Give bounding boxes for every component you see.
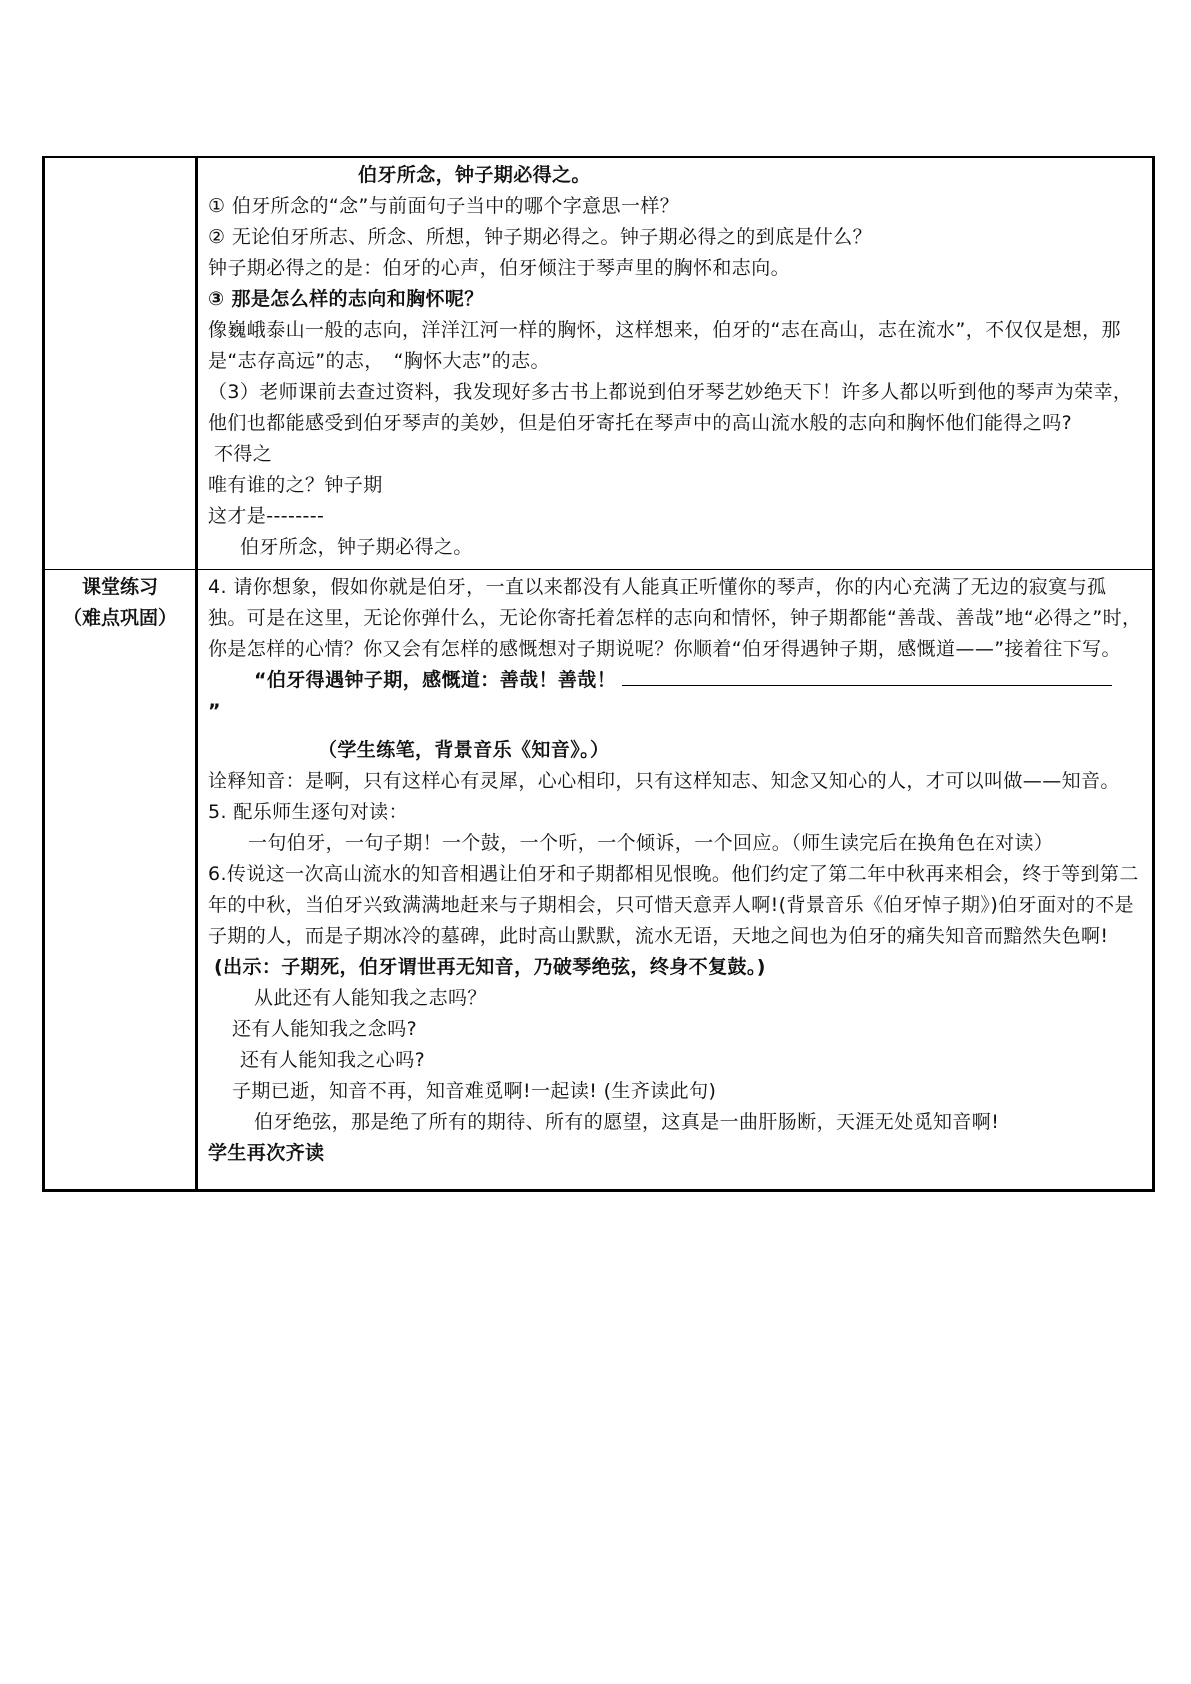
- section-content-cell: [197, 157, 1154, 570]
- writing-prompt-text: “伯牙得遇钟子期，感慨道：善哉！善哉！: [254, 669, 617, 691]
- read-together: 子期已逝，知音不再，知音难觅啊!一起读! (生齐读此句): [232, 1080, 717, 1102]
- question-2: ② 无论伯牙所志、所念、所想，钟子期必得之。钟子期必得之的到底是什么？: [208, 226, 873, 248]
- music-note: （学生练笔，背景音乐《知音》。）: [318, 739, 610, 761]
- question-zhi: 从此还有人能知我之志吗？: [254, 987, 487, 1009]
- dialogue-paragraph: 一句伯牙，一句子期！一个鼓，一个听，一个倾诉，一个回应。（师生读完后在换角色在对读）: [248, 832, 1054, 854]
- final-instruction: 学生再次齐读: [208, 1142, 325, 1164]
- section-label-cell: [44, 157, 197, 570]
- writing-prompt: [208, 665, 1144, 696]
- question-1: ① 伯牙所念的“念”与前面句子当中的哪个字意思一样？: [208, 195, 680, 217]
- answer-blank: [622, 684, 1112, 686]
- writing-prompt-close: ”: [208, 700, 221, 722]
- quote-heading: 伯牙所念，钟子期必得之。: [358, 164, 591, 186]
- explanation-paragraph: 像巍峨泰山一般的志向，洋洋江河一样的胸怀，这样想来，伯牙的“志在高山，志在流水”，不仅仅是想，那是“志存高远”的志， “胸怀大志”的志。: [208, 319, 1121, 372]
- exercise-5: 5. 配乐师生逐句对读：: [208, 801, 408, 823]
- table-row: [44, 570, 1154, 1191]
- section-content-cell: [197, 570, 1154, 1191]
- exercise-6: 6.传说这一次高山流水的知音相遇让伯牙和子期都相见恨晚。他们约定了第二年中秋再来相会，终于等到第二年的中秋，当伯牙兴致满满地赶来与子期相会，只可惜天意弄人啊!(背景音乐《伯牙悼子期》)伯牙面对的不是子期的人，而是子期冰冷的墓碑，此时高山默默，流水无语，天地之间也为伯牙的痛失知音而黯然失色啊!: [208, 863, 1139, 947]
- table-row: [44, 157, 1154, 570]
- display-quote: (出示：子期死，伯牙谓世再无知音，乃破琴绝弦，终身不复鼓。): [214, 956, 766, 978]
- question-line: 唯有谁的之？钟子期: [208, 474, 383, 496]
- section-label-cell: [44, 570, 197, 1191]
- question-nian: 还有人能知我之念吗?: [232, 1018, 418, 1040]
- answer-text: 钟子期必得之的是：伯牙的心声，伯牙倾注于琴声里的胸怀和志向。: [208, 257, 791, 279]
- teacher-paragraph: （3）老师课前去查过资料，我发现好多古书上都说到伯牙琴艺妙绝天下！许多人都以听到他的琴声为荣幸，他们也都能感受到伯牙琴声的美妙，但是伯牙寄托在琴声中的高山流水般的志向和胸怀他们能得之吗?: [208, 381, 1133, 434]
- quote-repeat: 伯牙所念，钟子期必得之。: [240, 536, 473, 558]
- question-3: ③ 那是怎么样的志向和胸怀呢？: [208, 288, 484, 310]
- zhiyin-explanation: 诠释知音：是啊，只有这样心有灵犀，心心相印，只有这样知志、知念又知心的人，才可以叫做——知音。: [208, 770, 1120, 792]
- section-label-subtitle: （难点巩固）: [62, 607, 177, 629]
- question-xin: 还有人能知我之心吗?: [240, 1049, 426, 1071]
- conclusion-line: 伯牙绝弦，那是绝了所有的期待、所有的愿望，这真是一曲肝肠断，天涯无处觅知音啊!: [254, 1111, 1000, 1133]
- exercise-4: 4. 请你想象，假如你就是伯牙，一直以来都没有人能真正听懂你的琴声，你的内心充满了无边的寂寞与孤独。可是在这里，无论你弹什么，无论你寄托着怎样的志向和情怀，钟子期都能“善哉、善哉”地“必得之”时，你是怎样的心情？你又会有怎样的感慨想对子期说呢？你顺着“伯牙得遇钟子期，感慨道——”接着往下写。: [208, 576, 1142, 660]
- statement-line: 这才是--------: [208, 505, 325, 527]
- section-label: [45, 570, 195, 634]
- answer-line: 不得之: [214, 443, 273, 465]
- section-label-title: 课堂练习: [81, 576, 158, 598]
- lesson-plan-table: [42, 156, 1155, 1192]
